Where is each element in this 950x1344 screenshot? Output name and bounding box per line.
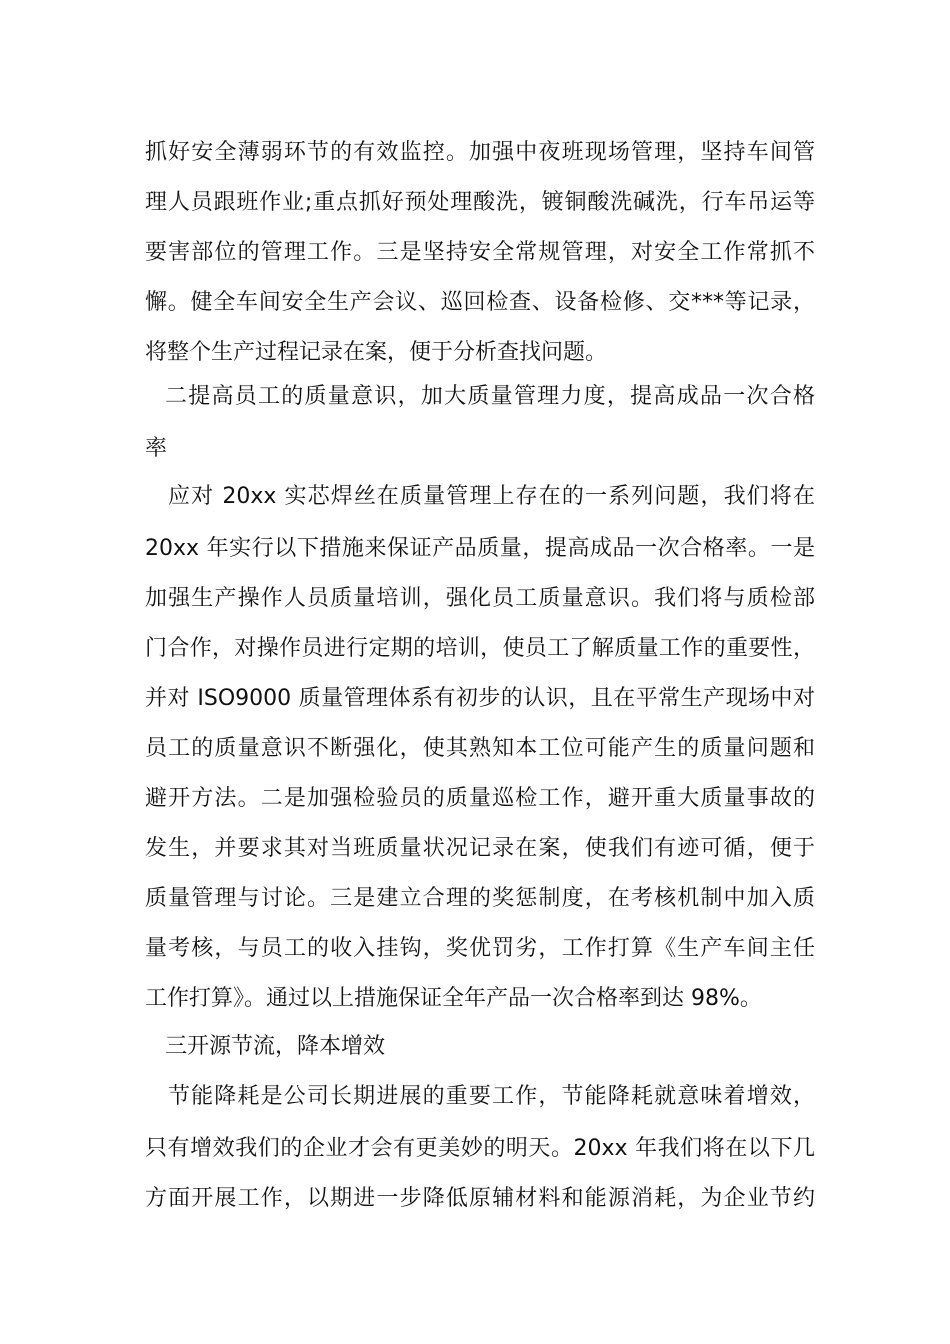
text-line: 抓好安全薄弱环节的有效监控。加强中夜班现场管理，坚持车间管 bbox=[145, 140, 815, 165]
text-line: 方面开展工作，以期进一步降低原辅材料和能源消耗，为企业节约 bbox=[145, 1186, 815, 1211]
text-line: 要害部位的管理工作。三是坚持安全常规管理，对安全工作常抓不 bbox=[145, 240, 815, 265]
text-line: 理人员跟班作业;重点抓好预处理酸洗，镀铜酸洗碱洗，行车吊运等 bbox=[145, 190, 815, 215]
text-line: 员工的质量意识不断强化，使其熟知本工位可能产生的质量问题和 bbox=[145, 736, 815, 761]
text-line: 门合作，对操作员进行定期的培训，使员工了解质量工作的重要性， bbox=[145, 636, 815, 661]
section-heading: 率 bbox=[145, 436, 168, 461]
text-line: 发生，并要求其对当班质量状况记录在案，使我们有迹可循，便于 bbox=[145, 836, 815, 861]
text-line: 将整个生产过程记录在案，便于分析查找问题。 bbox=[145, 340, 608, 365]
text-line: 懈。健全车间安全生产会议、巡回检查、设备检修、交***等记录， bbox=[145, 290, 815, 315]
text-line: 工作打算》。通过以上措施保证全年产品一次合格率到达 98%。 bbox=[145, 986, 762, 1011]
section-heading: 三开源节流，降本增效 bbox=[165, 1034, 386, 1059]
text-line: 避开方法。二是加强检验员的质量巡检工作，避开重大质量事故的 bbox=[145, 786, 815, 811]
text-line: 质量管理与讨论。三是建立合理的奖惩制度，在考核机制中加入质 bbox=[145, 886, 815, 911]
text-line: 并对 ISO9000 质量管理体系有初步的认识，且在平常生产现场中对 bbox=[145, 686, 815, 711]
text-line: 量考核，与员工的收入挂钩，奖优罚劣，工作打算《生产车间主任 bbox=[145, 936, 815, 961]
text-line: 加强生产操作人员质量培训，强化员工质量意识。我们将与质检部 bbox=[145, 586, 815, 611]
text-line: 20xx 年实行以下措施来保证产品质量，提高成品一次合格率。一是 bbox=[145, 536, 815, 561]
text-line: 节能降耗是公司长期进展的重要工作，节能降耗就意味着增效， bbox=[168, 1084, 815, 1109]
text-line: 只有增效我们的企业才会有更美妙的明天。20xx 年我们将在以下几 bbox=[145, 1136, 815, 1161]
text-line: 应对 20xx 实芯焊丝在质量管理上存在的一系列问题，我们将在 bbox=[168, 484, 815, 509]
section-heading: 二提高员工的质量意识，加大质量管理力度，提高成品一次合格 bbox=[165, 384, 815, 409]
